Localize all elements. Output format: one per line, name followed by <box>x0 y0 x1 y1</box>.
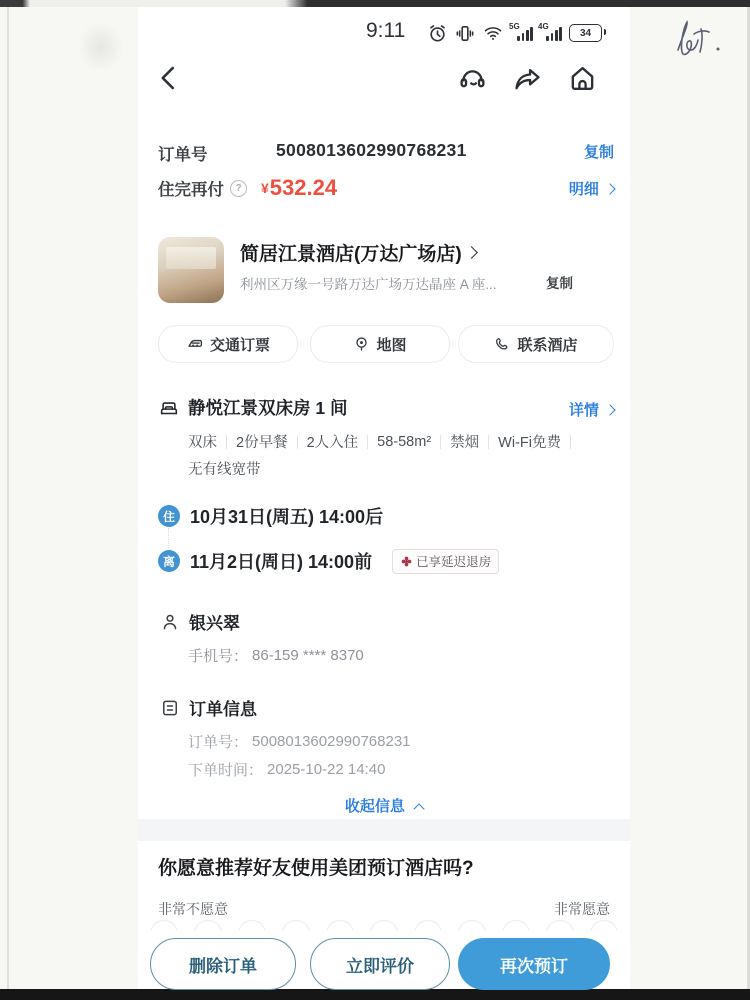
survey-right-label: 非常愿意 <box>554 901 610 917</box>
nav-action-icons <box>457 63 598 94</box>
hotel-name: 简居江景酒店(万达广场店) <box>240 244 462 265</box>
order-info-number-value: 5008013602990768231 <box>252 733 411 750</box>
room-features-line2 <box>188 458 261 479</box>
copy-address-link[interactable]: 复制 <box>546 276 573 291</box>
stay-connector-line <box>168 528 169 548</box>
phone-screenshot <box>138 7 630 989</box>
late-checkout-label: 已享延迟退房 <box>416 555 492 569</box>
collapse-info-link[interactable] <box>138 795 630 816</box>
map-button[interactable] <box>310 325 450 363</box>
feature-item: 双床 <box>188 435 217 451</box>
price-detail-label: 明细 <box>568 181 599 198</box>
help-icon[interactable]: ? <box>230 180 247 197</box>
map-label: 地图 <box>376 336 407 354</box>
order-info-number-label: 订单号： <box>188 734 249 751</box>
feature-item: 2人入住 <box>306 435 359 451</box>
scan-smudge <box>78 22 124 72</box>
survey-left-label: 非常不愿意 <box>158 901 228 917</box>
feature-item: Wi-Fi免费 <box>498 435 561 451</box>
transport-ticket-button[interactable] <box>158 325 298 363</box>
contact-hotel-button[interactable] <box>458 325 614 363</box>
transport-ticket-label: 交通订票 <box>209 336 270 354</box>
order-info-title: 订单信息 <box>189 700 257 719</box>
feature-item: 58-58m² <box>377 433 432 450</box>
scan-edge-left <box>7 7 9 989</box>
order-number-label: 订单号 <box>158 146 208 164</box>
document-icon <box>160 698 180 718</box>
phone-icon <box>494 336 511 353</box>
checkin-tag: 住 <box>158 505 180 527</box>
bed-icon <box>158 397 180 419</box>
handwriting-mark-icon <box>664 14 736 72</box>
room-features-line1 <box>188 431 580 452</box>
bottom-action-bar <box>138 931 630 989</box>
alarm-icon <box>427 23 448 44</box>
pay-after-stay-label: 住完再付 <box>158 181 224 199</box>
signal-5g-icon <box>511 24 533 42</box>
room-detail-link[interactable] <box>569 399 614 420</box>
late-checkout-badge <box>392 549 499 574</box>
chevron-right-icon <box>604 404 615 415</box>
signal-5g-label: 5G <box>509 22 520 31</box>
order-number-value: 5008013602990768231 <box>276 140 467 160</box>
status-bar-icons <box>427 22 602 44</box>
delete-order-button[interactable]: 删除订单 <box>150 938 296 990</box>
phone-value: 86-159 **** 8370 <box>252 647 364 664</box>
battery-level: 34 <box>579 27 592 39</box>
flower-icon <box>400 555 413 568</box>
checkout-tag: 离 <box>158 550 180 572</box>
rebook-button[interactable]: 再次预订 <box>458 938 610 990</box>
customer-service-icon[interactable] <box>457 63 488 94</box>
order-time-label: 下单时间： <box>188 762 264 779</box>
survey-question: 你愿意推荐好友使用美团预订酒店吗? <box>158 858 474 879</box>
scan-edge-top <box>0 0 750 7</box>
battery-icon <box>569 24 602 42</box>
room-name: 静悦江景双床房 1 间 <box>188 398 348 418</box>
checkin-date: 10月31日(周五) 14:00后 <box>190 507 384 527</box>
checkout-date: 11月2日(周日) 14:00前 <box>190 552 373 572</box>
share-icon[interactable] <box>512 63 543 94</box>
signal-4g-label: 4G <box>538 22 549 31</box>
status-time: 9:11 <box>366 19 406 42</box>
review-now-button[interactable]: 立即评价 <box>310 938 450 990</box>
contact-hotel-label: 联系酒店 <box>517 336 578 354</box>
chevron-right-icon <box>465 246 478 259</box>
back-button[interactable] <box>154 61 186 97</box>
phone-label: 手机号： <box>188 648 249 665</box>
price-detail-link[interactable] <box>569 178 614 199</box>
feature-item: 禁烟 <box>450 435 480 451</box>
copy-order-number-link[interactable]: 复制 <box>583 144 614 161</box>
wifi-icon <box>482 23 504 43</box>
feature-item: 2份早餐 <box>236 435 288 451</box>
vibrate-icon <box>455 23 475 44</box>
back-chevron-icon <box>154 61 184 95</box>
chevron-right-icon <box>604 183 615 194</box>
price-amount: 532.24 <box>269 175 338 200</box>
hotel-title-row[interactable] <box>240 239 476 266</box>
scan-edge-bottom <box>0 989 750 1000</box>
hotel-thumbnail[interactable] <box>158 237 224 303</box>
room-detail-label: 详情 <box>568 402 599 419</box>
home-icon[interactable] <box>567 63 598 94</box>
person-icon <box>160 612 180 632</box>
feature-item: 无有线宽带 <box>188 462 261 478</box>
signal-4g-icon <box>540 24 562 42</box>
train-icon <box>186 335 204 353</box>
guest-name: 银兴翠 <box>189 614 240 633</box>
location-pin-icon <box>353 335 370 353</box>
currency-symbol: ¥ <box>261 180 269 196</box>
section-divider <box>138 819 630 841</box>
collapse-info-label: 收起信息 <box>344 798 405 815</box>
hotel-address: 利州区万缘一号路万达广场万达晶座 A 座... <box>240 277 497 292</box>
order-time-value: 2025-10-22 14:40 <box>267 761 386 778</box>
chevron-up-icon <box>413 803 424 814</box>
